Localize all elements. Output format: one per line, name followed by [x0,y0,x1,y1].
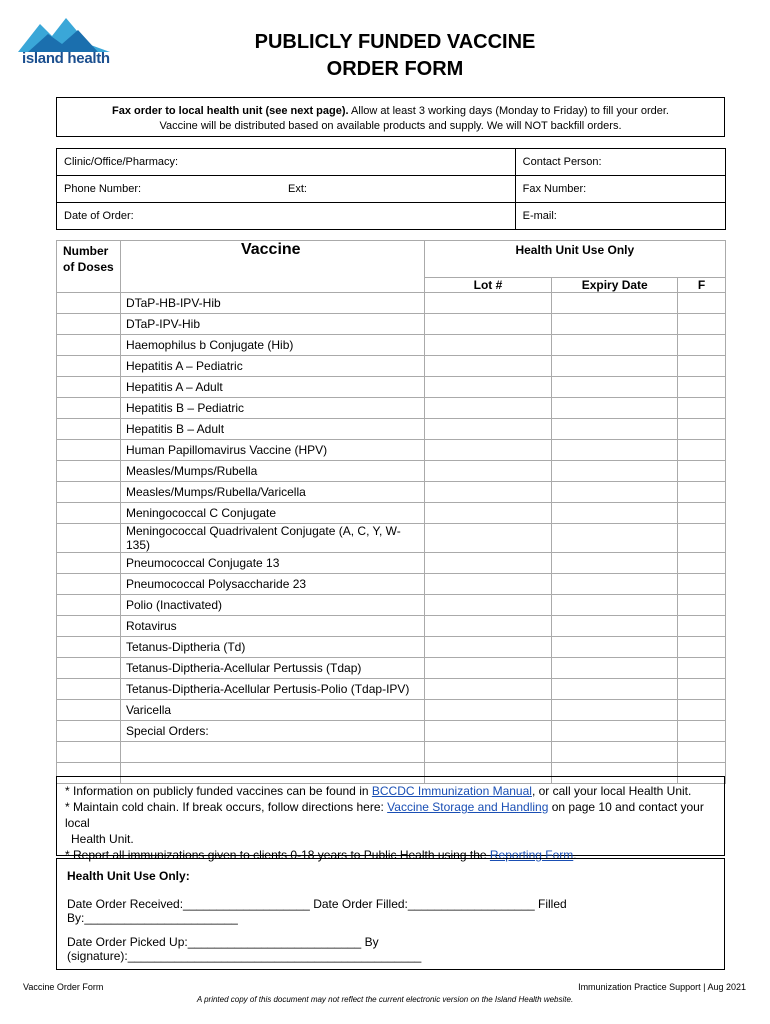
vaccine-row [57,335,726,356]
doses-input[interactable] [57,293,121,314]
vaccine-name: Human Papillomavirus Vaccine (HPV) [120,440,424,461]
vaccine-name: Pneumococcal Conjugate 13 [120,553,424,574]
vaccine-name: Rotavirus [120,616,424,637]
lot-input[interactable] [424,658,552,679]
f-input[interactable] [678,553,726,574]
expiry-input[interactable] [552,616,678,637]
expiry-input[interactable] [552,721,678,742]
f-input[interactable] [678,419,726,440]
lot-input[interactable] [424,679,552,700]
reporting-form-link[interactable]: Reporting Form [489,848,574,862]
vaccine-name: Pneumococcal Polysaccharide 23 [120,574,424,595]
vaccine-name: Meningococcal C Conjugate [120,503,424,524]
vaccine-row [57,721,726,742]
email-field[interactable]: E-mail: [515,203,725,230]
order-picked-up-line[interactable]: Date Order Picked Up:__________________________ By (signature):____________________________________________ [67,935,422,963]
vaccine-order-table [56,240,726,784]
lot-input[interactable] [424,461,552,482]
footer-note: A printed copy of this document may not reflect the current electronic version on the Island Health website. [196,995,574,1004]
lot-input[interactable] [424,637,552,658]
f-input[interactable] [678,482,726,503]
doses-input[interactable] [57,482,121,503]
expiry-input[interactable] [552,679,678,700]
lot-input[interactable] [424,335,552,356]
expiry-input[interactable] [552,482,678,503]
expiry-input[interactable] [552,398,678,419]
f-input[interactable] [678,461,726,482]
doses-input[interactable] [57,335,121,356]
f-input[interactable] [678,524,726,553]
lot-input[interactable] [424,440,552,461]
lot-input[interactable] [424,721,552,742]
f-input[interactable] [678,616,726,637]
f-input[interactable] [678,595,726,616]
vaccine-name: Special Orders: [120,721,424,742]
doses-input[interactable] [57,721,121,742]
vaccine-name: Tetanus-Diptheria-Acellular Pertussis (Tdap) [120,658,424,679]
vaccine-name: Haemophilus b Conjugate (Hib) [120,335,424,356]
vaccine-name: Measles/Mumps/Rubella/Varicella [120,482,424,503]
f-input[interactable] [678,679,726,700]
vaccine-name [120,742,424,763]
vaccine-row [57,658,726,679]
lot-input[interactable] [424,553,552,574]
doses-input[interactable] [57,679,121,700]
vaccine-row [57,524,726,553]
lot-input[interactable] [424,574,552,595]
lot-input[interactable] [424,398,552,419]
lot-input[interactable] [424,524,552,553]
expiry-input[interactable] [552,377,678,398]
expiry-input[interactable] [552,335,678,356]
doses-input[interactable] [57,553,121,574]
doses-input[interactable] [57,377,121,398]
f-input[interactable] [678,314,726,335]
expiry-input[interactable] [552,314,678,335]
lot-input[interactable] [424,700,552,721]
expiry-input[interactable] [552,503,678,524]
vaccine-row [57,742,726,763]
bccdc-manual-link[interactable]: BCCDC Immunization Manual [371,784,532,798]
vaccine-name: Varicella [120,700,424,721]
expiry-input[interactable] [552,419,678,440]
vaccine-row [57,616,726,637]
expiry-input[interactable] [552,595,678,616]
vaccine-row [57,574,726,595]
lot-input[interactable] [424,314,552,335]
vaccine-name: Polio (Inactivated) [120,595,424,616]
vaccine-row [57,419,726,440]
expiry-input[interactable] [552,700,678,721]
expiry-input[interactable] [552,574,678,595]
contact-person-field[interactable]: Contact Person: [515,149,725,176]
vaccine-row [57,637,726,658]
expiry-input[interactable] [552,658,678,679]
contact-info-table [56,148,726,230]
expiry-input[interactable] [552,293,678,314]
vaccine-name: DTaP-IPV-Hib [120,314,424,335]
doses-input[interactable] [57,742,121,763]
expiry-input[interactable] [552,440,678,461]
vaccine-row [57,679,726,700]
lot-input[interactable] [424,616,552,637]
f-input[interactable] [678,503,726,524]
doses-input[interactable] [57,524,121,553]
vaccine-storage-link[interactable]: Vaccine Storage and Handling [387,800,549,814]
page-title: PUBLICLY FUNDED VACCINE ORDER FORM [254,31,536,80]
doses-input[interactable] [57,658,121,679]
lot-input[interactable] [424,503,552,524]
f-input[interactable] [678,398,726,419]
f-input[interactable] [678,574,726,595]
vaccine-row [57,461,726,482]
expiry-input[interactable] [552,637,678,658]
expiry-input[interactable] [552,742,678,763]
f-input[interactable] [678,742,726,763]
vaccine-name: Meningococcal Quadrivalent Conjugate (A, C, Y, W-135) [120,524,424,553]
vaccine-name: Tetanus-Diptheria (Td) [120,637,424,658]
vaccine-name: Hepatitis A – Pediatric [120,356,424,377]
doses-input[interactable] [57,461,121,482]
vaccine-name: Tetanus-Diptheria-Acellular Pertusis-Polio (Tdap-IPV) [120,679,424,700]
phone-field[interactable]: Phone Number: [57,176,282,203]
health-unit-title: Health Unit Use Only: [67,869,190,883]
lot-input[interactable] [424,356,552,377]
information-notes: * Information on publicly funded vaccines can be found in BCCDC Immunization Manual, or call your local Health Unit. * Maintain cold chain. If break occurs, follow directions here: Vaccine Storage and Handling on page 10 and contact your local Health Unit. * Report all immunizations given to clients 0-18 years to Public Health using the Reporting Form. [56,776,725,856]
lot-header: Lot # [424,278,552,293]
logo-text: island health [22,50,110,67]
vaccine-row [57,314,726,335]
f-input[interactable] [678,356,726,377]
health-unit-use-box [56,858,725,970]
vaccine-row [57,377,726,398]
vaccine-row [57,700,726,721]
expiry-header: Expiry Date [552,278,678,293]
expiry-input[interactable] [552,524,678,553]
lot-input[interactable] [424,377,552,398]
lot-input[interactable] [424,742,552,763]
vaccine-name: Hepatitis B – Adult [120,419,424,440]
order-received-filled-line[interactable]: Date Order Received:___________________ Date Order Filled:___________________ Filled By:_______________________ [67,897,567,925]
f-input[interactable] [678,637,726,658]
doses-header: Number of Doses [57,241,121,293]
vaccine-row [57,553,726,574]
fax-instructions: Fax order to local health unit (see next page). Allow at least 3 working days (Monday to Friday) to fill your order. Vaccine will be distributed based on available products and supply. We will NOT backfill orders. [56,97,725,137]
doses-input[interactable] [57,616,121,637]
f-input[interactable] [678,293,726,314]
doses-input[interactable] [57,595,121,616]
doses-input[interactable] [57,440,121,461]
doses-input[interactable] [57,356,121,377]
fax-field[interactable]: Fax Number: [515,176,725,203]
vaccine-header: Vaccine [120,241,424,293]
vaccine-name: Measles/Mumps/Rubella [120,461,424,482]
vaccine-name: DTaP-HB-IPV-Hib [120,293,424,314]
vaccine-row [57,482,726,503]
f-input[interactable] [678,335,726,356]
vaccine-name: Hepatitis A – Adult [120,377,424,398]
f-input[interactable] [678,700,726,721]
vaccine-row [57,293,726,314]
f-input[interactable] [678,377,726,398]
expiry-input[interactable] [552,553,678,574]
date-of-order-field[interactable]: Date of Order: [57,203,516,230]
doses-input[interactable] [57,574,121,595]
doses-input[interactable] [57,503,121,524]
doses-input[interactable] [57,700,121,721]
f-input[interactable] [678,658,726,679]
vaccine-row [57,440,726,461]
expiry-input[interactable] [552,356,678,377]
f-input[interactable] [678,721,726,742]
vaccine-row [57,356,726,377]
f-input[interactable] [678,440,726,461]
ext-field[interactable]: Ext: [281,176,515,203]
lot-input[interactable] [424,482,552,503]
footer-left: Vaccine Order Form [23,982,104,992]
vaccine-row [57,398,726,419]
clinic-field[interactable]: Clinic/Office/Pharmacy: [57,149,516,176]
vaccine-row [57,595,726,616]
lot-input[interactable] [424,595,552,616]
doses-input[interactable] [57,314,121,335]
vaccine-row [57,503,726,524]
expiry-input[interactable] [552,461,678,482]
doses-input[interactable] [57,419,121,440]
doses-input[interactable] [57,637,121,658]
f-header: F [678,278,726,293]
doses-input[interactable] [57,398,121,419]
vaccine-name: Hepatitis B – Pediatric [120,398,424,419]
lot-input[interactable] [424,293,552,314]
health-unit-use-header: Health Unit Use Only [424,241,725,278]
lot-input[interactable] [424,419,552,440]
footer-right: Immunization Practice Support | Aug 2021 [578,982,746,992]
